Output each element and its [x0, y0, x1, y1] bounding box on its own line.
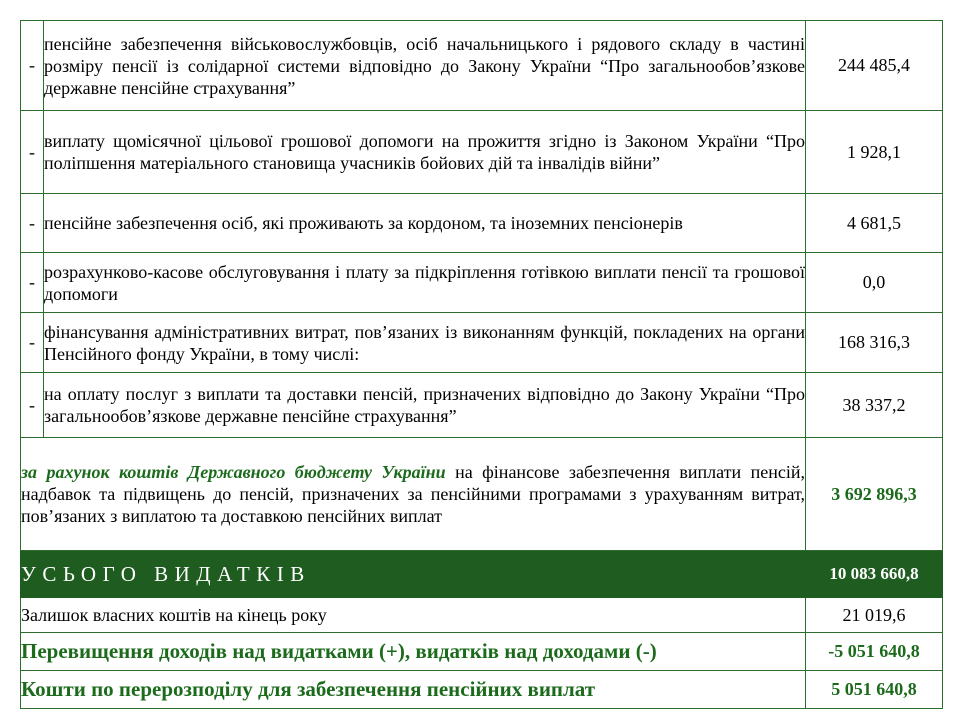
- expenditure-table: [20, 20, 943, 709]
- row-dash: -: [21, 21, 44, 111]
- redistribution-label: Кошти по перерозподілу для забезпечення пенсійних виплат: [21, 671, 806, 709]
- balance-value: 21 019,6: [806, 598, 943, 633]
- state-budget-lead: за рахунок коштів Державного бюджету України: [21, 462, 446, 482]
- row-description: на оплату послуг з виплати та доставки пенсій, призначених відповідно до Закону України “Про загальнообов’язкове державне пенсійне страхування”: [44, 373, 806, 438]
- excess-row: [21, 633, 943, 671]
- state-budget-value: 3 692 896,3: [806, 438, 943, 551]
- row-value: 0,0: [806, 253, 943, 313]
- state-budget-row: [21, 438, 943, 551]
- state-budget-text: на фінансове забезпечення виплати пенсій, надбавок та підвищень до пенсій, призначених за пенсійними програмами з урахуванням витрат, пов’язаних з виплатою та доставкою пенсійних виплат: [21, 462, 805, 526]
- row-description: виплату щомісячної цільової грошової допомоги на прожиття згідно із Законом України “Про поліпшення матеріального становища учасників бойових дій та інвалідів війни”: [44, 111, 806, 194]
- redistribution-row: [21, 671, 943, 709]
- row-value: 4 681,5: [806, 194, 943, 253]
- total-label: УСЬОГО ВИДАТКІВ: [21, 551, 806, 598]
- row-description: фінансування адміністративних витрат, пов’язаних із виконанням функцій, покладених на органи Пенсійного фонду України, в тому числі:: [44, 313, 806, 373]
- row-dash: -: [21, 373, 44, 438]
- row-value: 168 316,3: [806, 313, 943, 373]
- table-row: [21, 21, 943, 111]
- table-row: [21, 313, 943, 373]
- table-row: [21, 194, 943, 253]
- excess-value: -5 051 640,8: [806, 633, 943, 671]
- state-budget-description: [21, 438, 806, 551]
- table-row: [21, 253, 943, 313]
- row-description: пенсійне забезпечення осіб, які проживають за кордоном, та іноземних пенсіонерів: [44, 194, 806, 253]
- total-row: [21, 551, 943, 598]
- table-row: [21, 373, 943, 438]
- total-value: 10 083 660,8: [806, 551, 943, 598]
- row-value: 1 928,1: [806, 111, 943, 194]
- excess-label: Перевищення доходів над видатками (+), видатків над доходами (-): [21, 633, 806, 671]
- row-dash: -: [21, 313, 44, 373]
- table-row: [21, 111, 943, 194]
- row-description: пенсійне забезпечення військовослужбовців, осіб начальницького і рядового складу в частині розміру пенсії із солідарної системи відповідно до Закону України “Про загальнообов’язкове державне пенсійне страхування”: [44, 21, 806, 111]
- redistribution-value: 5 051 640,8: [806, 671, 943, 709]
- row-value: 244 485,4: [806, 21, 943, 111]
- row-dash: -: [21, 253, 44, 313]
- row-value: 38 337,2: [806, 373, 943, 438]
- balance-row: [21, 598, 943, 633]
- row-dash: -: [21, 111, 44, 194]
- row-description: розрахунково-касове обслуговування і плату за підкріплення готівкою виплати пенсії та грошової допомоги: [44, 253, 806, 313]
- row-dash: -: [21, 194, 44, 253]
- balance-label: Залишок власних коштів на кінець року: [21, 598, 806, 633]
